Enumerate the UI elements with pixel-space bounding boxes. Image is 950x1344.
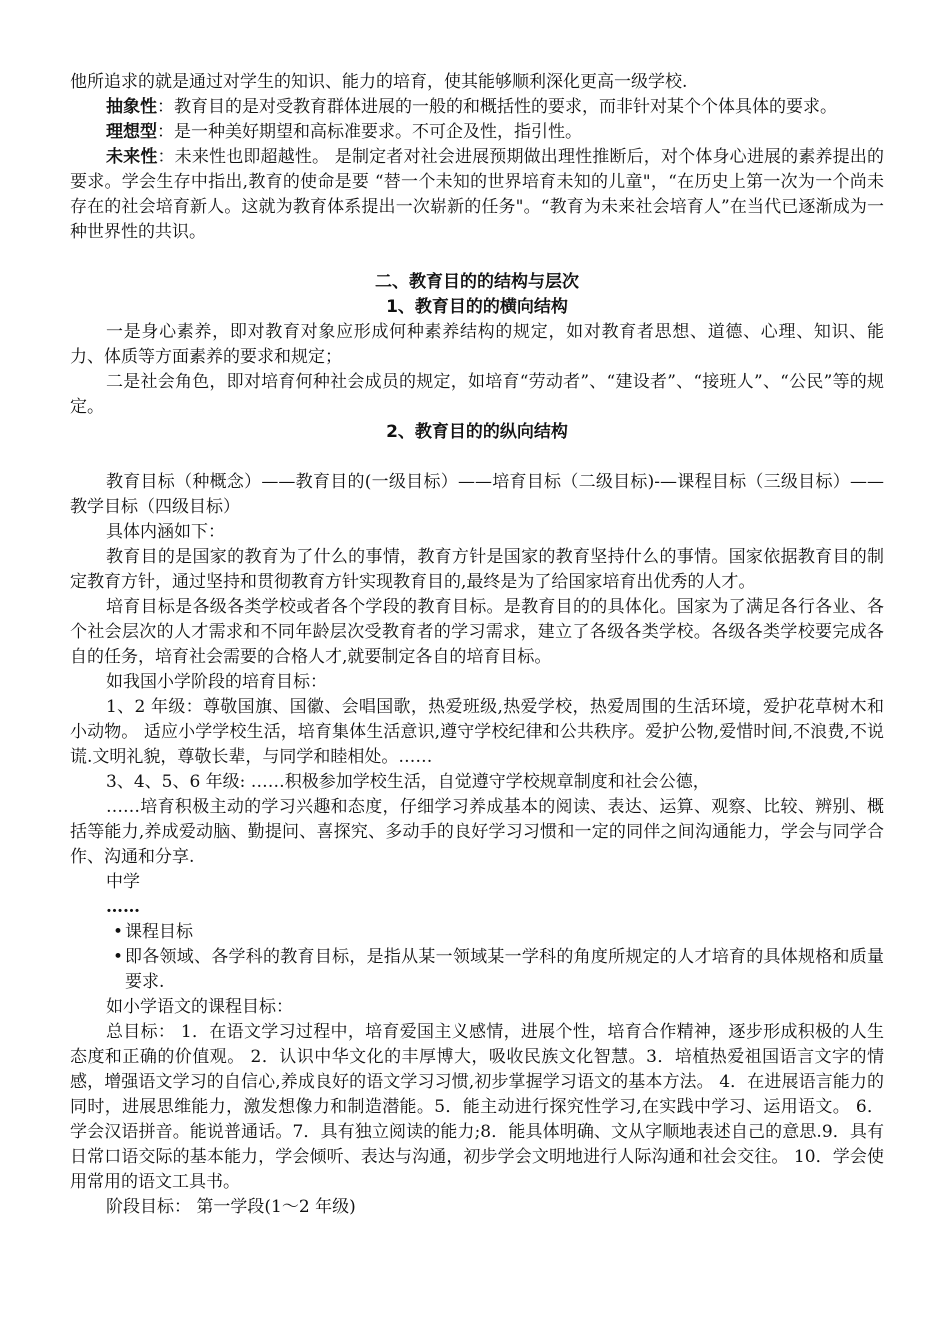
horizontal-paragraph-1: 一是身心素养，即对教育对象应形成何种素养结构的规定，如对教育者思想、道德、心理、知识、能力、体质等方面素养的要求和规定； (70, 322, 884, 367)
primary-intro: 如我国小学阶段的培育目标： (106, 672, 327, 692)
training-paragraph: 培育目标是各级各类学校或者各个学段的教育目标。是教育目的的具体化。国家为了满足各行各业、各个社会层次的人才需求和不同年龄层次受教育者的学习需求，建立了各级各类学校。各级各类学校要完成各自的任务，培育社会需要的合格人才,就要制定各自的培育目标。 (70, 597, 884, 667)
ideal-paragraph (70, 120, 884, 145)
bullet-icon: • (113, 947, 124, 967)
abstract-text: ：教育目的是对受教育群体进展的一般的和概括性的要求，而非针对某个个体具体的要求。 (157, 97, 837, 117)
list-item: • 即各领域、各学科的教育目标，是指从某一领域某一学科的角度所规定的人才培育的具体规格和质量要求. (113, 947, 884, 992)
vertical-chain-paragraph: 教育目标（种概念）——教育目的(一级目标）——培育目标（二级目标)-—课程目标（三级目标）——教学目标（四级目标） (70, 472, 884, 517)
subsection-2-title: 2、教育目的的纵向结构 (386, 422, 568, 442)
ideal-text: ：是一种美好期望和高标准要求。不可企及性，指引性。 (157, 122, 582, 142)
bullet-list (70, 920, 884, 995)
intro-end-paragraph: 他所追求的就是通过对学生的知识、能力的培育，使其能够顺利深化更高一级学校. (70, 72, 688, 92)
stage-goal-line: 阶段目标： 第一学段(1～2 年级) (106, 1197, 356, 1217)
future-paragraph (70, 145, 884, 245)
spacer (70, 245, 884, 270)
overall-goal-paragraph: 总目标： 1．在语文学习过程中，培育爱国主义感情，进展个性，培育合作精神，逐步形成积极的人生态度和正确的价值观。 2．认识中华文化的丰厚博大，吸收民族文化智慧。3．培植热爱祖国语言文字的情感，增强语文学习的自信心,养成良好的语文学习习惯,初步掌握学习语文的基本方法。 4．在进展语言能力的同时，进展思维能力，激发想像力和制造潜能。5．能主动进行探究性学习,在实践中学习、运用语文。 6．学会汉语拼音。能说普通话。7．具有独立阅读的能力;8．能具体明确、文从字顺地表述自己的意思.9．具有日常口语交际的基本能力，学会倾听、表达与沟通，初步学会文明地进行人际沟通和社会交往。 10．学会使用常用的语文工具书。 (70, 1022, 884, 1192)
spacer (70, 445, 884, 470)
grade-3-6-continued: ……培育积极主动的学习兴趣和态度，仔细学习养成基本的阅读、表达、运算、观察、比较、辨别、概括等能力,养成爱动脑、勤提问、喜探究、多动手的良好学习习惯和一定的同伴之间沟通能力，学会与同学合作、沟通和分享. (70, 797, 884, 867)
horizontal-paragraph-2: 二是社会角色，即对培育何种社会成员的规定，如培育“劳动者”、“建设者”、“接班人”、“公民”等的规定。 (70, 372, 884, 417)
grade-3-6-paragraph: 3、4、5、6 年级: ……积极参加学校生活，自觉遵守学校规章制度和社会公德， (106, 772, 710, 792)
list-item: • 课程目标 (70, 920, 884, 945)
future-term: 未来性 (106, 147, 158, 167)
ideal-term: 理想型 (106, 122, 157, 142)
purpose-paragraph: 教育目的是国家的教育为了什么的事情，教育方针是国家的教育坚持什么的事情。国家依据教育目的制定教育方针，通过坚持和贯彻教育方针实现教育目的,最终是为了给国家培育出优秀的人才。 (70, 547, 884, 592)
abstract-paragraph (70, 95, 884, 120)
middle-school-label: 中学 (106, 872, 140, 892)
chinese-intro: 如小学语文的课程目标： (106, 997, 293, 1017)
abstract-term: 抽象性 (106, 97, 157, 117)
detail-intro: 具体内涵如下： (106, 522, 225, 542)
subsection-1-title: 1、教育目的的横向结构 (386, 297, 568, 317)
section-2-title: 二、教育目的的结构与层次 (375, 272, 579, 292)
ellipsis-line: …… (106, 897, 140, 917)
grade-1-2-paragraph: 1、2 年级：尊敬国旗、国徽、会唱国歌，热爱班级,热爱学校，热爱周围的生活环境，爱护花草树木和小动物。 适应小学学校生活，培育集体生活意识,遵守学校纪律和公共秩序。爱护公物,爱惜时间,不浪费,不说谎.文明礼貌，尊敬长辈，与同学和睦相处。…… (70, 697, 884, 767)
future-text: ：未来性也即超越性。 是制定者对社会进展预期做出理性推断后，对个体身心进展的素养提出的要求。学会生存中指出,教育的使命是要 “替一个未知的世界培育未知的儿童"，“在历史上第一次为一个尚未存在的社会培育新人。这就为教育体系提出一次崭新的任务"。“教育为未来社会培育人”在当代已逐渐成为一种世界性的共识。 (70, 147, 885, 242)
bullet-icon: • (113, 922, 124, 942)
